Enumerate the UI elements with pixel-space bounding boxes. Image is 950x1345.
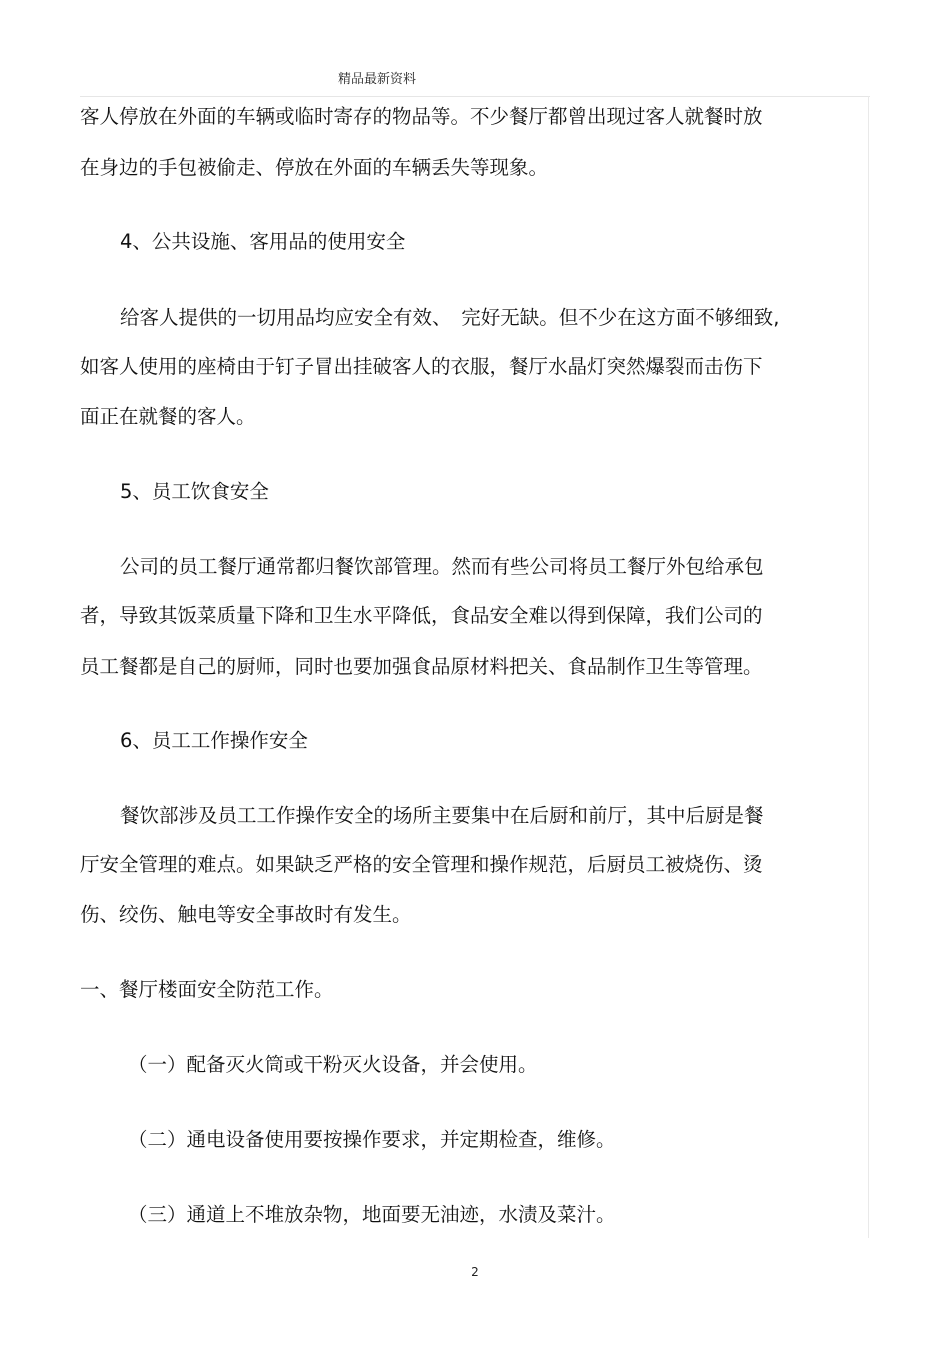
section-heading: 5、员工饮食安全 <box>120 480 269 503</box>
section-heading: 一、餐厅楼面安全防范工作。 <box>80 978 334 1001</box>
section-heading: 4、公共设施、客用品的使用安全 <box>120 230 406 253</box>
body-line: 在身边的手包被偷走、停放在外面的车辆丢失等现象。 <box>80 156 549 179</box>
header-divider <box>80 96 870 97</box>
body-line: 者，导致其饭菜质量下降和卫生水平降低，食品安全难以得到保障，我们公司的 <box>80 604 763 627</box>
body-line: 餐饮部涉及员工工作操作安全的场所主要集中在后厨和前厅，其中后厨是餐 <box>120 804 764 827</box>
body-line: 面正在就餐的客人。 <box>80 405 256 428</box>
body-line: 给客人提供的一切用品均应安全有效、 完好无缺。但不少在这方面不够细致, <box>120 306 780 329</box>
section-heading: 6、员工工作操作安全 <box>120 729 308 752</box>
body-line: 公司的员工餐厅通常都归餐饮部管理。然而有些公司将员工餐厅外包给承包 <box>120 555 764 578</box>
list-item: （二）通电设备使用要按操作要求，并定期检查，维修。 <box>128 1128 616 1151</box>
list-item: （三）通道上不堆放杂物，地面要无油迹，水渍及菜汁。 <box>128 1203 616 1226</box>
page-number: 2 <box>471 1265 479 1279</box>
right-margin-rule <box>868 96 869 1238</box>
list-item: （一）配备灭火筒或干粉灭火设备，并会使用。 <box>128 1053 538 1076</box>
body-line: 客人停放在外面的车辆或临时寄存的物品等。不少餐厅都曾出现过客人就餐时放 <box>80 105 763 128</box>
page-header: 精品最新资料 <box>338 72 417 87</box>
body-line: 厅安全管理的难点。如果缺乏严格的安全管理和操作规范，后厨员工被烧伤、烫 <box>80 853 763 876</box>
body-line: 员工餐都是自己的厨师，同时也要加强食品原材料把关、食品制作卫生等管理。 <box>80 655 763 678</box>
body-line: 伤、绞伤、触电等安全事故时有发生。 <box>80 903 412 926</box>
body-line: 如客人使用的座椅由于钉子冒出挂破客人的衣服，餐厅水晶灯突然爆裂而击伤下 <box>80 355 763 378</box>
